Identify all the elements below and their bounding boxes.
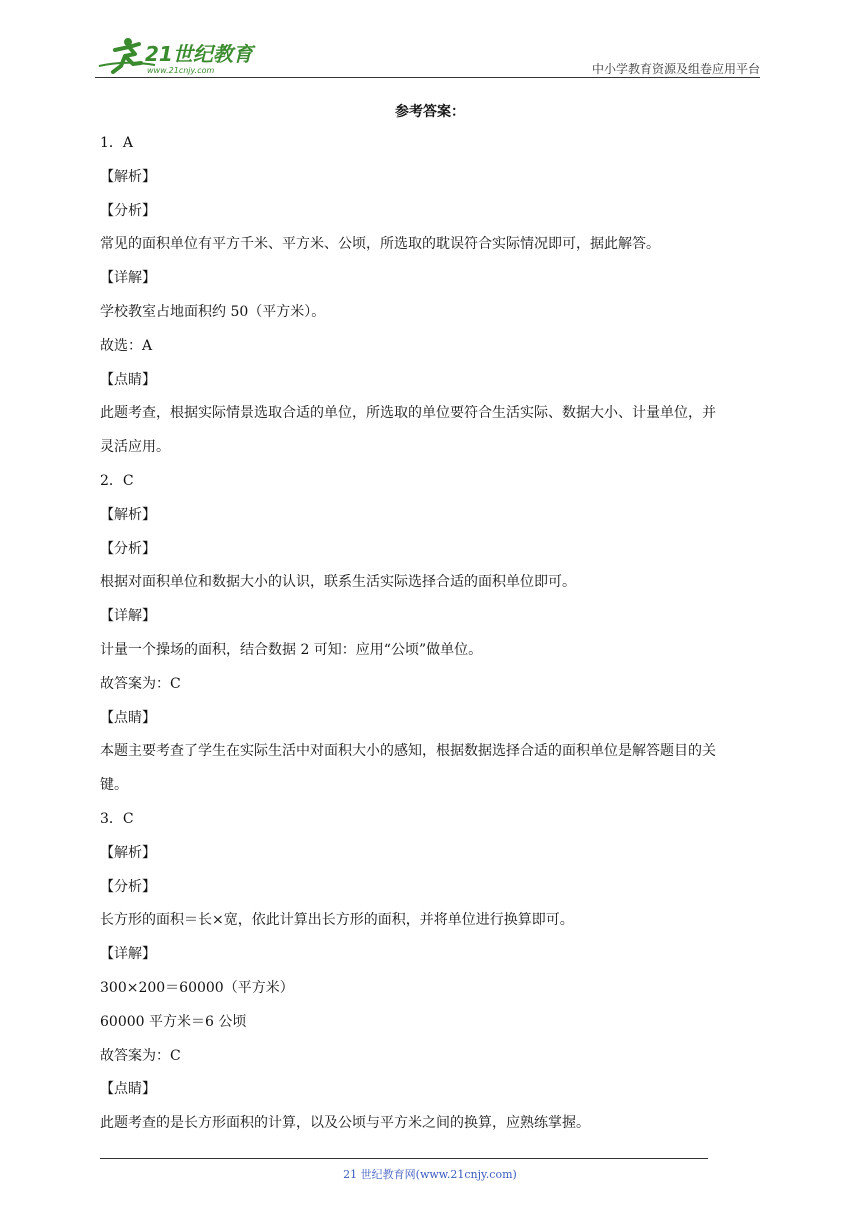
answer-line: 此题考查的是长方形面积的计算，以及公顷与平方米之间的换算，应熟练掌握。	[100, 1115, 590, 1132]
answer-line: 此题考查，根据实际情景选取合适的单位，所选取的单位要符合生活实际、数据大小、计量单位，并	[100, 405, 716, 422]
answer-line: 本题主要考查了学生在实际生活中对面积大小的感知，根据数据选择合适的面积单位是解答题目的关	[100, 743, 716, 760]
platform-name: 中小学教育资源及组卷应用平台	[591, 62, 760, 76]
answer-line: 300×200＝60000（平方米）	[100, 979, 294, 996]
footer-link[interactable]: 21 世纪教育网(www.21cnjy.com)	[343, 1168, 517, 1181]
answer-line: 键。	[100, 777, 128, 794]
answer-line: 【详解】	[100, 946, 156, 963]
page-title: 参考答案：	[395, 104, 465, 120]
answer-line: 故选：A	[100, 337, 153, 354]
answer-line: 1．A	[100, 135, 134, 151]
logo-url: www.21cnjy.com	[147, 66, 215, 75]
answer-content	[100, 127, 760, 1141]
answer-line: 【解析】	[100, 168, 156, 185]
answer-line: 【点睛】	[100, 709, 156, 726]
answer-line: 计量一个操场的面积，结合数据 2 可知：应用“公顷”做单位。	[100, 641, 483, 658]
answer-line: 故答案为：C	[100, 1047, 181, 1064]
logo-text: 21世纪教育	[145, 42, 253, 66]
answer-line: 长方形的面积＝长×宽，依此计算出长方形的面积，并将单位进行换算即可。	[100, 912, 574, 929]
answer-line: 故答案为：C	[100, 675, 181, 692]
answer-line: 灵活应用。	[100, 439, 170, 456]
answer-line: 学校教室占地面积约 50（平方米）。	[100, 303, 326, 320]
answer-line: 根据对面积单位和数据大小的认识，联系生活实际选择合适的面积单位即可。	[100, 574, 576, 591]
answer-line: 【解析】	[100, 506, 156, 523]
answer-line: 【分析】	[100, 202, 156, 219]
answer-line: 【解析】	[100, 844, 156, 861]
logo	[95, 36, 265, 76]
answer-line: 常见的面积单位有平方千米、平方米、公顷，所选取的耽误符合实际情况即可，据此解答。	[100, 236, 660, 253]
footer-divider	[100, 1158, 708, 1159]
answer-line: 【分析】	[100, 878, 156, 895]
answer-line: 【详解】	[100, 270, 156, 287]
answer-line: 3．C	[100, 810, 134, 827]
runner-logo-icon	[95, 36, 265, 76]
header-divider	[95, 77, 760, 78]
answer-line: 60000 平方米＝6 公顷	[100, 1013, 247, 1030]
answer-line: 2．C	[100, 472, 134, 489]
answer-line: 【详解】	[100, 608, 156, 625]
answer-line: 【点睛】	[100, 1081, 156, 1098]
answer-line: 【分析】	[100, 540, 156, 557]
answer-line: 【点睛】	[100, 371, 156, 388]
page-header	[95, 36, 760, 78]
